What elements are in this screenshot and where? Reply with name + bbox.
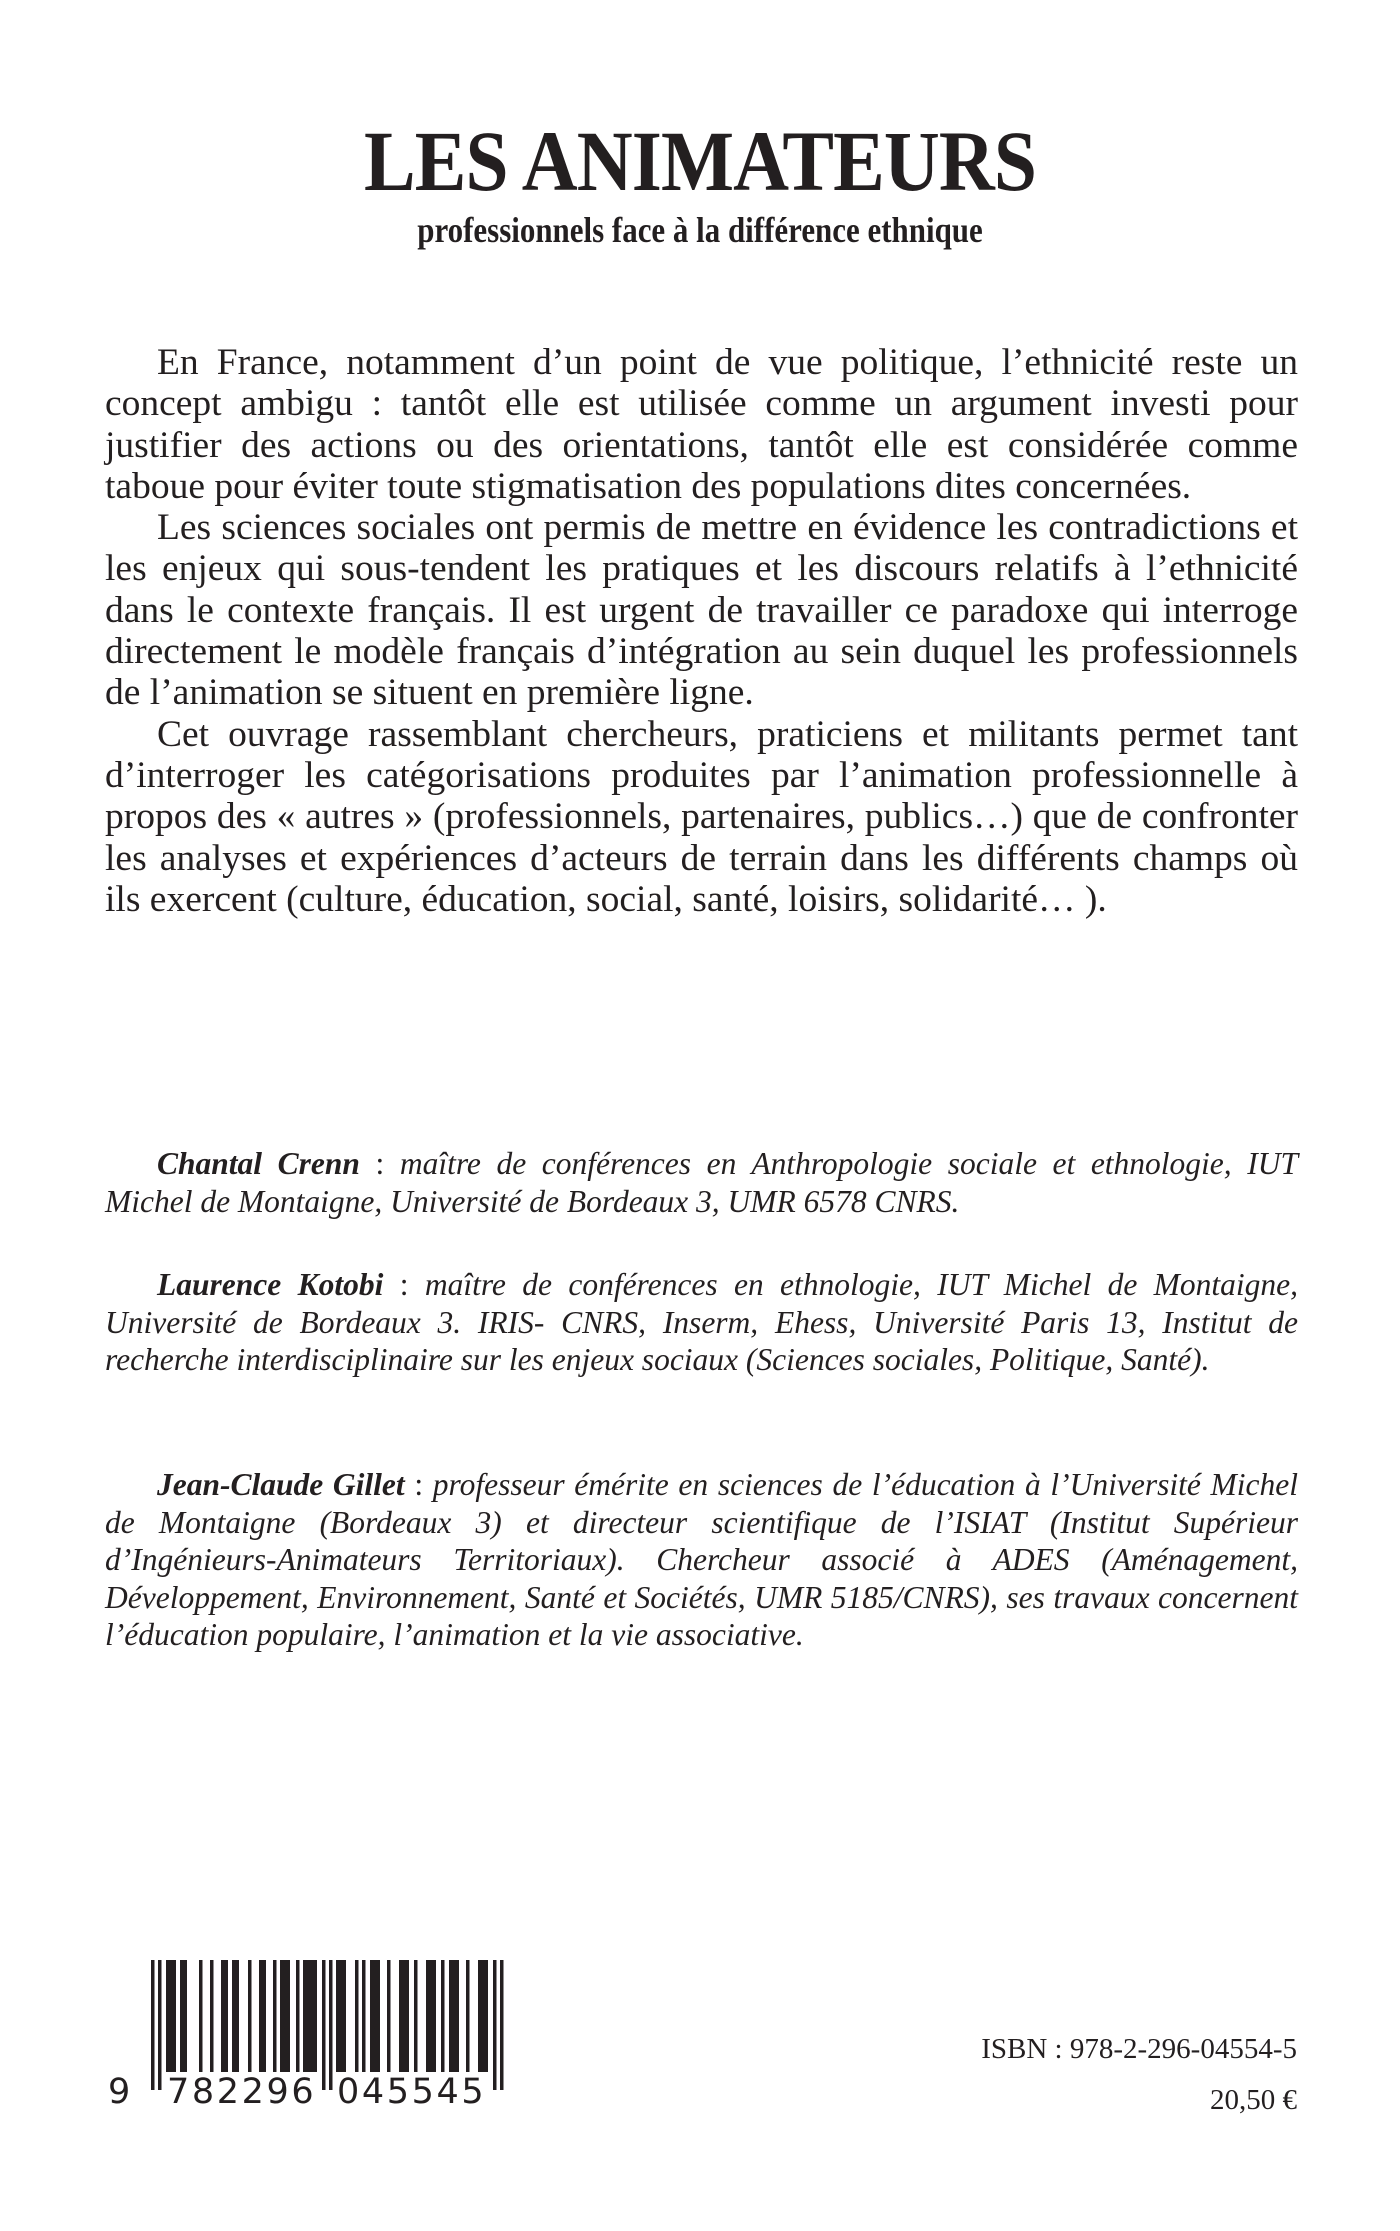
author-description: maître de conférences en Anthropologie sociale et ethnologie, IUT Michel de Montaigne, Université de Bordeaux 3, UMR 6578 CNRS. — [105, 1146, 1298, 1219]
barcode-right-digits: 045545 — [337, 2072, 487, 2112]
book-title: LES ANIMATEURS — [364, 113, 1036, 209]
author-description: maître de conférences en ethnologie, IUT Michel de Montaigne, Université de Bordeaux 3. IRIS- CNRS, Inserm, Ehess, Université Paris 13, Institut de recherche interdisciplinaire sur les enjeux sociaux (Sciences sociales, Politique, Santé). — [105, 1267, 1299, 1377]
author-separator: : — [404, 1467, 433, 1502]
blurb-paragraph: En France, notamment d’un point de vue politique, l’ethnicité reste un concept ambigu : tantôt elle est utilisée comme un argument investi pour justifier des actions ou des orientations, tantôt elle est considérée comme taboue pour éviter toute stigmatisation des populations dites concernées. — [105, 342, 1298, 507]
book-subtitle: professionnels face à la différence ethnique — [417, 210, 983, 250]
barcode-first-digit: 9 — [108, 2072, 133, 2112]
author-bio — [105, 1145, 1298, 1220]
blurb-paragraph: Cet ouvrage rassemblant chercheurs, praticiens et militants permet tant d’interroger les catégorisations produites par l’animation professionnelle à propos des « autres » (professionnels, partenaires, publics…) que de confronter les analyses et expériences d’acteurs de terrain dans les différents champs où ils exercent (culture, éducation, social, santé, loisirs, solidarité… ). — [105, 713, 1298, 920]
price: 20,50 € — [1210, 2084, 1297, 2116]
author-bio — [105, 1466, 1298, 1654]
blurb-paragraph: Les sciences sociales ont permis de mettre en évidence les contradictions et les enjeux qui sous-tendent les pratiques et les discours relatifs à l’ethnicité dans le contexte français. Il est urgent de travailler ce paradoxe qui interroge directement le modèle français d’intégration au sein duquel les professionnels de l’animation se situent en première ligne. — [105, 507, 1298, 714]
author-name: Chantal Crenn — [157, 1146, 360, 1181]
barcode-left-digits: 782296 — [167, 2072, 317, 2112]
author-separator: : — [383, 1267, 425, 1302]
blurb — [105, 342, 1298, 920]
author-separator: : — [359, 1146, 400, 1181]
author-description: professeur émérite en sciences de l’éducation à l’Université Michel de Montaigne (Bordeaux 3) et directeur scientifique de l’ISIAT (Institut Supérieur d’Ingénieurs-Animateurs Territoriaux). Chercheur associé à ADES (Aménagement, Développement, Environnement, Santé et Sociétés, UMR 5185/CNRS), ses travaux concernent l’éducation populaire, l’animation et la vie associative. — [105, 1467, 1298, 1652]
author-name: Jean-Claude Gillet — [157, 1467, 405, 1502]
author-bio — [105, 1266, 1298, 1379]
author-name: Laurence Kotobi — [157, 1267, 384, 1302]
isbn: ISBN : 978-2-296-04554-5 — [981, 2033, 1297, 2065]
